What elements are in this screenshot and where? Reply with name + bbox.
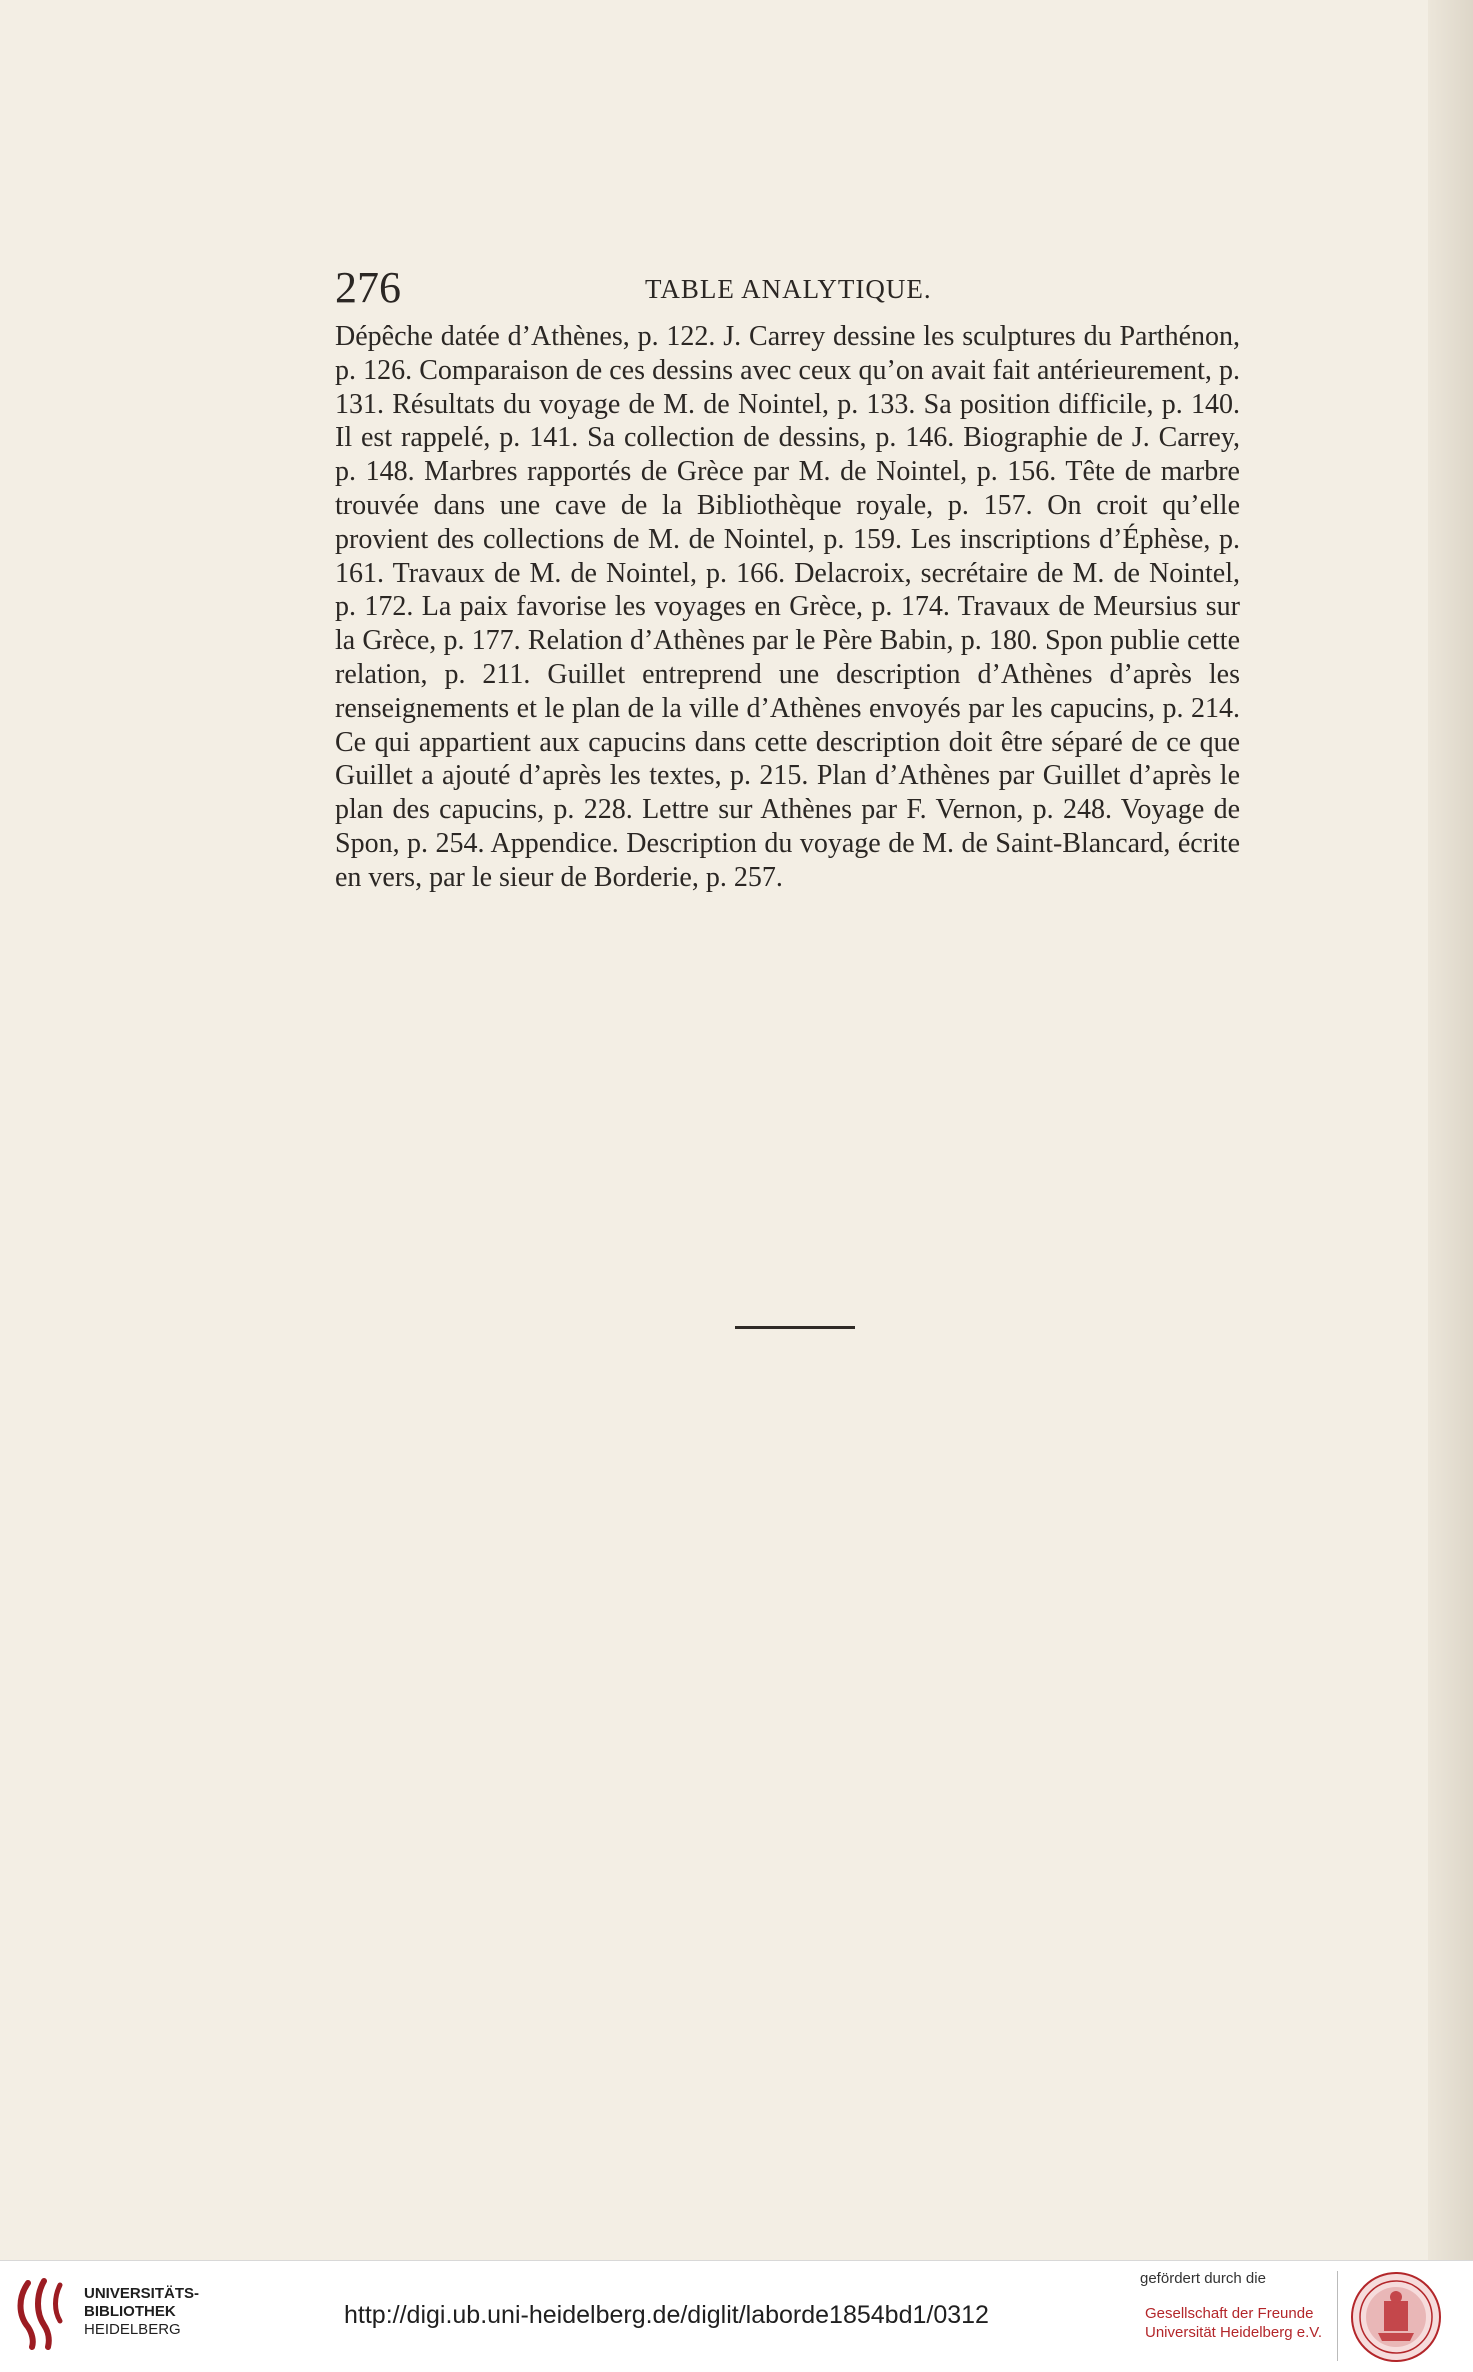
page-number: 276: [335, 263, 401, 312]
running-head: TABLE ANALYTIQUE.: [645, 274, 932, 304]
heidelberg-library-logo-icon: [14, 2275, 70, 2353]
end-rule: [735, 1326, 855, 1329]
library-name-line1: UNIVERSITÄTS-: [84, 2285, 200, 2302]
university-seal-icon: [1350, 2271, 1442, 2363]
library-name-line3: HEIDELBERG: [84, 2321, 181, 2338]
library-name: [84, 2285, 199, 2339]
sponsor-name-line2: Universität Heidelberg e.V.: [1145, 2324, 1323, 2341]
footer-bar: [0, 2260, 1473, 2372]
body-paragraph: Dépêche datée d’Athènes, p. 122. J. Carrey dessine les sculptures du Parthénon, p. 126. Comparaison de ces dessins avec ceux qu’on avait fait antérieurement, p. 131. Résultats du voyage de M. de Nointel, p. 133. Sa position difficile, p. 140. Il est rappelé, p. 141. Sa collection de dessins, p. 146. Biographie de J. Carrey, p. 148. Marbres rapportés de Grèce par M. de Nointel, p. 156. Tête de marbre trouvée dans une cave de la Bibliothèque royale, p. 157. On croit qu’elle provient des collections de M. de Nointel, p. 159. Les inscriptions d’Éphèse, p. 161. Travaux de M. de Nointel, p. 166. Delacroix, secrétaire de M. de Nointel, p. 172. La paix favorise les voyages en Grèce, p. 174. Travaux de Meursius sur la Grèce, p. 177. Relation d’Athènes par le Père Babin, p. 180. Spon publie cette relation, p. 211. Guillet entreprend une description d’Athènes d’après les renseignements et le plan de la ville d’Athènes envoyés par les capucins, p. 214. Ce qui appartient aux capucins dans cette description doit être séparé de ce que Guillet a ajouté d’après les textes, p. 215. Plan d’Athènes par Guillet d’après le plan des capucins, p. 228. Lettre sur Athènes par F. Vernon, p. 248. Voyage de Spon, p. 254. Appendice. Description du voyage de M. de Saint-Blancard, écrite en vers, par le sieur de Borderie, p. 257.: [335, 321, 1240, 893]
sponsor-name-line1: Gesellschaft der Freunde: [1145, 2305, 1314, 2322]
sponsor-label: gefördert durch die: [1140, 2270, 1266, 2287]
footer-divider: [1337, 2271, 1338, 2361]
library-name-line2: BIBLIOTHEK: [84, 2303, 176, 2320]
sponsor-name[interactable]: [1145, 2304, 1325, 2342]
permalink-url[interactable]: http://digi.ub.uni-heidelberg.de/diglit/laborde1854bd1/0312: [344, 2301, 989, 2329]
page-edge-shadow: [1428, 0, 1473, 2260]
